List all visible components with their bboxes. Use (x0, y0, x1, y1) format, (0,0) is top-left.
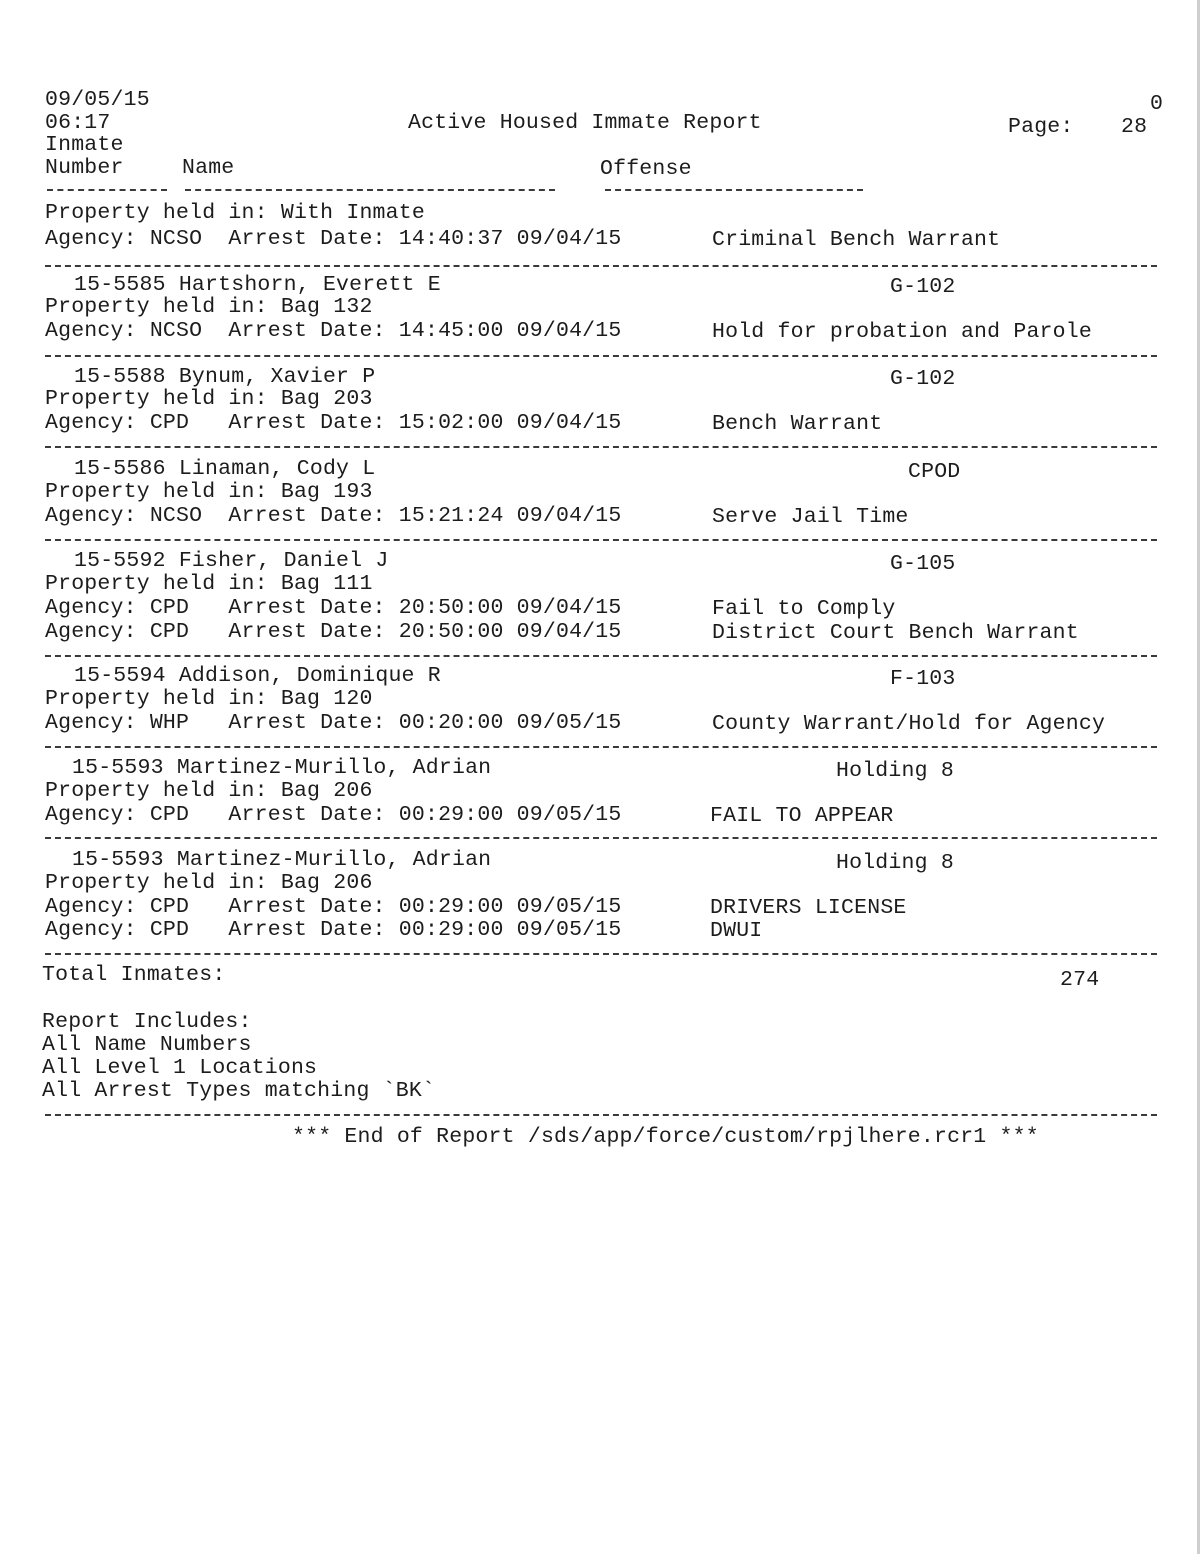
offense-text: FAIL TO APPEAR (710, 804, 894, 828)
inmate-location: G-102 (890, 367, 956, 391)
record-separator (45, 446, 1157, 448)
offense-text: District Court Bench Warrant (712, 621, 1079, 645)
inmate-line: 15-5585 Hartshorn, Everett E (74, 273, 441, 297)
agency-line: Agency: CPD Arrest Date: 20:50:00 09/04/15 (45, 596, 622, 620)
column-header-offense: Offense (600, 157, 692, 181)
inmate-line: 15-5593 Martinez-Murillo, Adrian (72, 756, 492, 780)
page-label: Page: (1008, 115, 1074, 139)
offense-text: Hold for probation and Parole (712, 320, 1092, 344)
record-separator (45, 837, 1157, 839)
inmate-location: CPOD (908, 460, 961, 484)
agency-line: Agency: CPD Arrest Date: 00:29:00 09/05/15 (45, 895, 622, 919)
record-separator (45, 539, 1157, 541)
end-separator (45, 1114, 1157, 1116)
inmate-location: F-103 (890, 667, 956, 691)
total-inmates-label: Total Inmates: (42, 963, 226, 987)
property-line: Property held in: Bag 203 (45, 387, 373, 411)
offense-text: DWUI (710, 919, 763, 943)
property-line: Property held in: Bag 206 (45, 871, 373, 895)
column-header-number: Number (45, 156, 124, 180)
property-line: Property held in: Bag 132 (45, 295, 373, 319)
offense-text: Serve Jail Time (712, 505, 909, 529)
property-line: Property held in: Bag 206 (45, 779, 373, 803)
column-underline-name (185, 189, 555, 191)
end-of-report: *** End of Report /sds/app/force/custom/rpjlhere.rcr1 *** (292, 1125, 1039, 1149)
property-line: Property held in: Bag 111 (45, 572, 373, 596)
page-number: 28 (1121, 115, 1148, 139)
inmate-line: 15-5592 Fisher, Daniel J (74, 549, 389, 573)
column-underline-offense (605, 189, 863, 191)
inmate-location: Holding 8 (836, 851, 954, 875)
report-includes-line: All Arrest Types matching `BK` (42, 1079, 436, 1103)
offense-text: County Warrant/Hold for Agency (712, 712, 1106, 736)
inmate-line: 15-5588 Bynum, Xavier P (74, 365, 376, 389)
agency-line: Agency: CPD Arrest Date: 20:50:00 09/04/15 (45, 620, 622, 644)
report-includes-line: All Name Numbers (42, 1033, 252, 1057)
report-includes-heading: Report Includes: (42, 1010, 252, 1034)
record-separator (45, 953, 1157, 955)
agency-line: Agency: CPD Arrest Date: 15:02:00 09/04/15 (45, 411, 622, 435)
agency-line: Agency: WHP Arrest Date: 00:20:00 09/05/15 (45, 711, 622, 735)
column-underline-number (47, 189, 167, 191)
inmate-line: 15-5594 Addison, Dominique R (74, 664, 441, 688)
report-title: Active Housed Immate Report (408, 111, 762, 135)
page-top-counter: 0 (1150, 92, 1164, 116)
total-inmates-value: 274 (1060, 968, 1100, 992)
record-separator (45, 746, 1157, 748)
offense-text: Fail to Comply (712, 597, 896, 621)
carryover-property: Property held in: With Inmate (45, 201, 425, 225)
inmate-location: Holding 8 (836, 759, 954, 783)
record-separator (45, 265, 1157, 267)
offense-text: DRIVERS LICENSE (710, 896, 907, 920)
carryover-offense: Criminal Bench Warrant (712, 228, 1001, 252)
report-date: 09/05/15 (45, 88, 150, 112)
property-line: Property held in: Bag 120 (45, 687, 373, 711)
carryover-agency-line: Agency: NCSO Arrest Date: 14:40:37 09/04/15 (45, 227, 622, 251)
report-includes-line: All Level 1 Locations (42, 1056, 318, 1080)
agency-line: Agency: NCSO Arrest Date: 15:21:24 09/04/15 (45, 504, 622, 528)
inmate-line: 15-5586 Linaman, Cody L (74, 457, 376, 481)
column-header-inmate: Inmate (45, 133, 124, 157)
inmate-location: G-105 (890, 552, 956, 576)
agency-line: Agency: CPD Arrest Date: 00:29:00 09/05/15 (45, 918, 622, 942)
agency-line: Agency: CPD Arrest Date: 00:29:00 09/05/15 (45, 803, 622, 827)
inmate-line: 15-5593 Martinez-Murillo, Adrian (72, 848, 492, 872)
offense-text: Bench Warrant (712, 412, 883, 436)
agency-line: Agency: NCSO Arrest Date: 14:45:00 09/04/15 (45, 319, 622, 343)
property-line: Property held in: Bag 193 (45, 480, 373, 504)
inmate-location: G-102 (890, 275, 956, 299)
report-time: 06:17 (45, 111, 111, 135)
record-separator (45, 655, 1157, 657)
record-separator (45, 355, 1157, 357)
column-header-name: Name (182, 156, 235, 180)
